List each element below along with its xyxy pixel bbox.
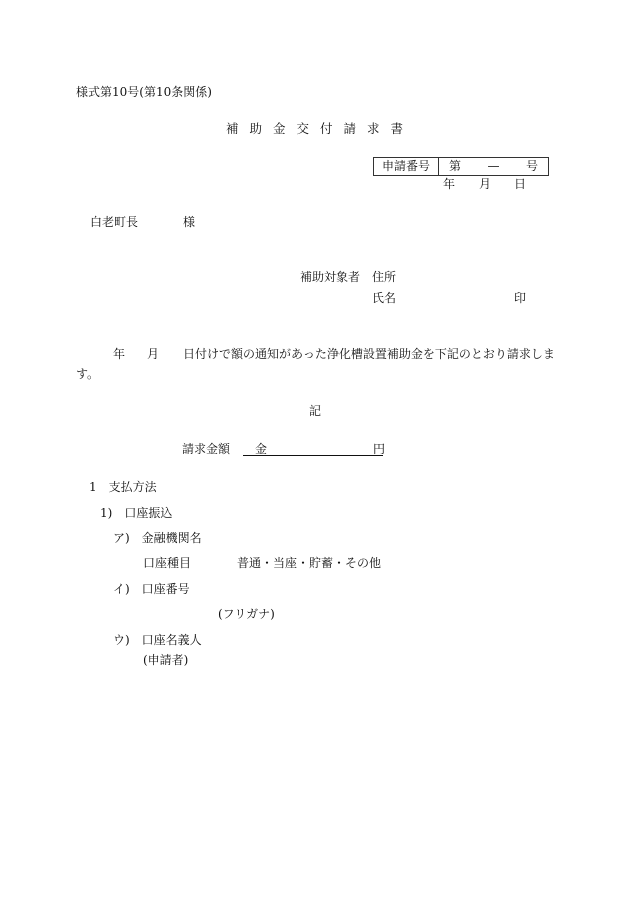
address-label: 住所	[372, 270, 397, 284]
body-line-2: す。	[76, 367, 100, 381]
page-title: 補助金交付請求書	[226, 121, 415, 136]
amount-suffix: 円	[373, 442, 386, 456]
ki-marker: 記	[309, 404, 322, 418]
payment-item-u: ウ) 口座名義人	[113, 633, 202, 647]
amount-prefix: 金	[255, 442, 268, 456]
payment-item-i: イ) 口座番号	[113, 582, 190, 596]
seal-mark: 印	[514, 291, 527, 305]
application-number-dash: —	[487, 159, 500, 173]
account-type-label: 口座種目	[143, 556, 192, 570]
amount-label: 請求金額	[182, 442, 231, 456]
payment-item-a: ア) 金融機関名	[113, 531, 202, 545]
application-number-table	[373, 157, 549, 176]
furigana-label: (フリガナ)	[218, 607, 275, 621]
application-number-prefix: 第	[449, 159, 462, 173]
body-month: 月	[147, 347, 160, 361]
date-year: 年	[443, 177, 456, 191]
payment-sub: 1) 口座振込	[100, 506, 173, 520]
body-line-1: 日付けで額の通知があった浄化槽設置補助金を下記のとおり請求しま	[183, 347, 555, 361]
recipient-name: 白老町長	[90, 215, 139, 229]
form-number: 様式第10号(第10条関係)	[76, 85, 212, 99]
name-label: 氏名	[372, 291, 397, 305]
applicant-label: 補助対象者	[300, 270, 361, 284]
recipient-honorific: 様	[183, 215, 196, 229]
application-number-suffix: 号	[525, 159, 538, 173]
account-type-options: 普通・当座・貯蓄・その他	[237, 556, 382, 570]
application-number-field[interactable]	[439, 158, 549, 176]
payment-heading: 1 支払方法	[89, 480, 157, 494]
date-day: 日	[514, 177, 527, 191]
application-number-label: 申請番号	[374, 158, 439, 176]
date-month: 月	[479, 177, 492, 191]
body-year: 年	[113, 347, 126, 361]
applicant-note: (申請者)	[143, 653, 189, 667]
